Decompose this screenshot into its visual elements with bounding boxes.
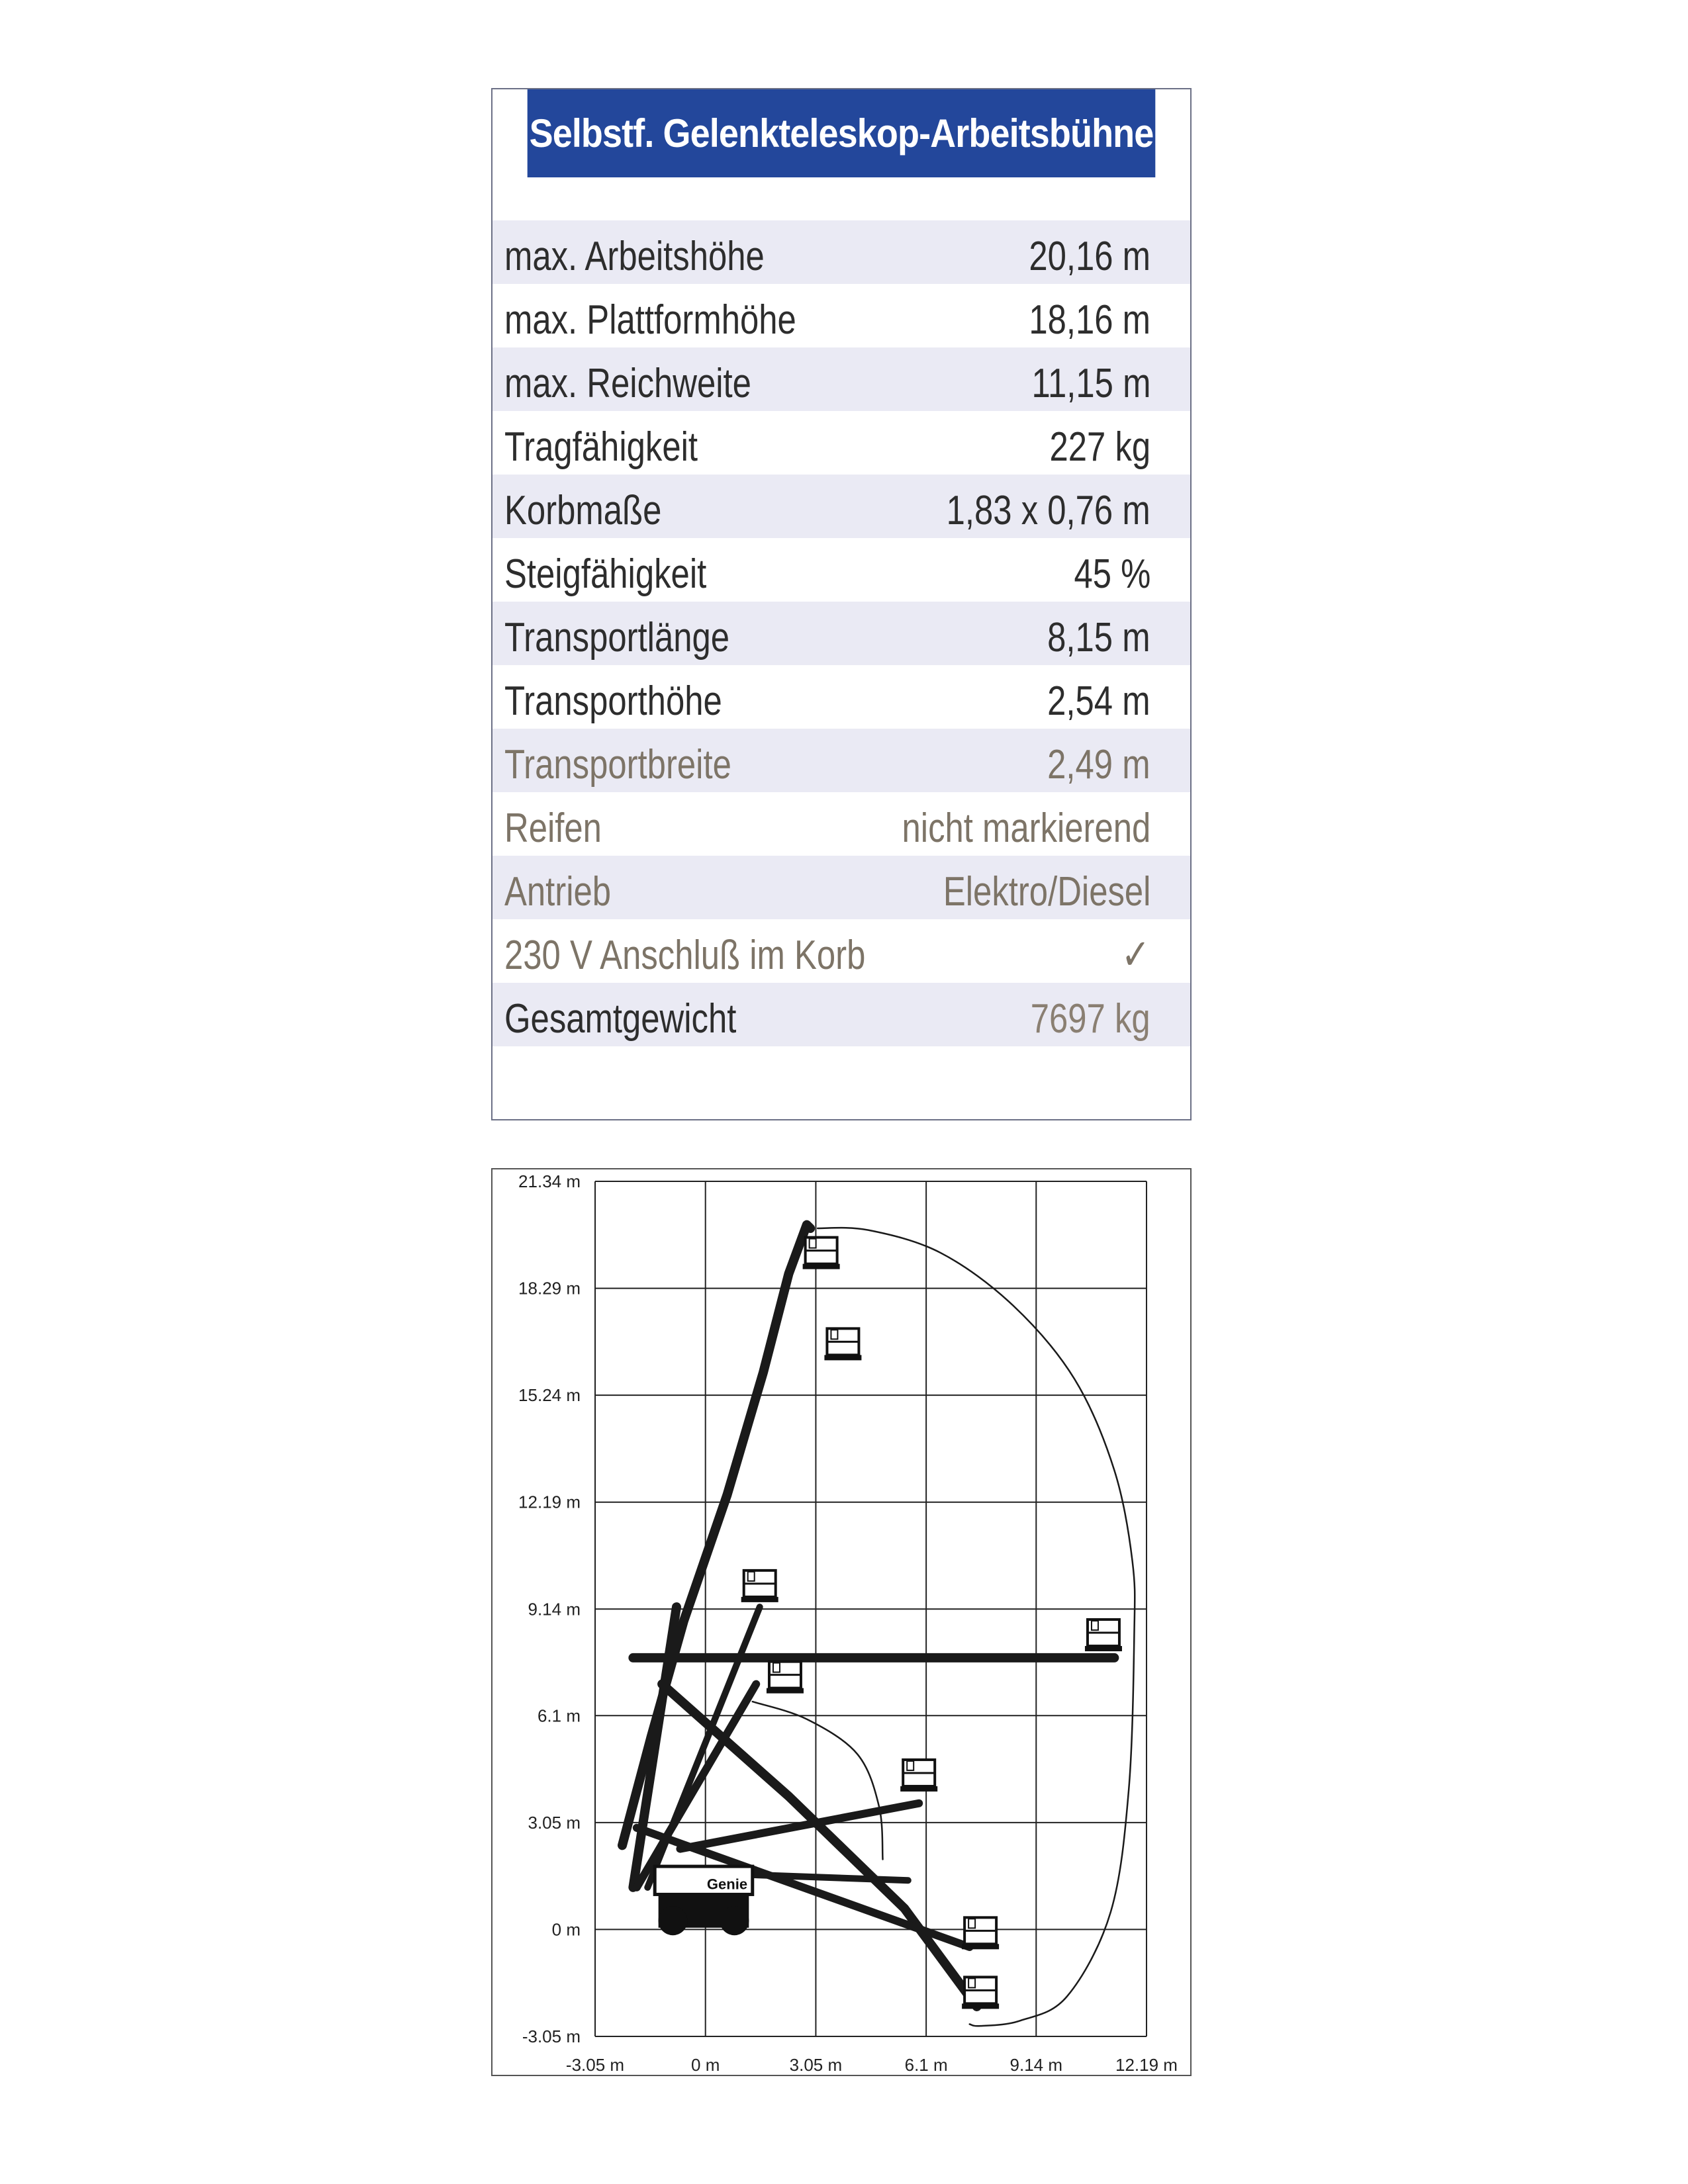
spec-value: 20,16 m [1029, 234, 1150, 279]
x-tick-label: -3.05 m [565, 2055, 625, 2075]
machine-base [655, 1866, 753, 1935]
y-tick-label: 9.14 m [528, 1599, 581, 1619]
spec-label: max. Plattformhöhe [504, 297, 796, 343]
spec-row [492, 538, 1190, 602]
spec-row [492, 284, 1190, 347]
platform-basket [803, 1238, 840, 1269]
spec-value: 227 kg [1049, 424, 1150, 470]
control-box [968, 1978, 975, 1987]
spec-label: Steigfähigkeit [504, 551, 707, 597]
control-box [968, 1919, 975, 1928]
spec-value: 18,16 m [1029, 297, 1150, 343]
spec-row [492, 475, 1190, 538]
wheel [720, 1906, 749, 1935]
chart-border [492, 1169, 1191, 2075]
spec-value: 45 % [1074, 551, 1150, 597]
x-tick-label: 6.1 m [904, 2055, 948, 2075]
y-tick-label: 0 m [551, 1919, 581, 1940]
control-box [810, 1239, 816, 1248]
platform-basket [900, 1760, 937, 1792]
control-box [831, 1330, 837, 1339]
spec-label: Transportbreite [504, 742, 731, 788]
platform-basket [741, 1570, 778, 1602]
spec-label: Gesamtgewicht [504, 996, 737, 1042]
spec-value: nicht markierend [902, 805, 1150, 851]
spec-row [492, 792, 1190, 856]
platform-basket [962, 1977, 999, 2009]
check-icon: ✓ [1121, 931, 1150, 979]
spec-label: Transporthöhe [504, 678, 722, 724]
basket-floor [824, 1355, 861, 1360]
machine-logo: Genie [706, 1876, 748, 1893]
spec-label: 230 V Anschluß im Korb [504, 933, 866, 978]
spec-table [492, 220, 1190, 1046]
spec-row [492, 411, 1190, 475]
spec-row [492, 347, 1190, 411]
basket-floor [962, 2003, 999, 2009]
basket-floor [803, 1264, 840, 1269]
spec-value: 7697 kg [1031, 996, 1150, 1042]
range-chart [491, 1168, 1193, 2081]
spec-label: Tragfähigkeit [504, 424, 698, 470]
spec-row [492, 919, 1190, 983]
spec-value: Elektro/Diesel [943, 869, 1150, 915]
y-tick-label: 3.05 m [528, 1812, 581, 1833]
y-tick-label: 18.29 m [518, 1278, 581, 1298]
spec-row [492, 665, 1190, 729]
spec-label: max. Arbeitshöhe [504, 234, 765, 279]
control-box [773, 1663, 780, 1672]
control-box [748, 1572, 755, 1581]
spec-label: max. Reichweite [504, 361, 751, 406]
basket-floor [962, 1944, 999, 1949]
basket-floor [900, 1786, 937, 1792]
control-box [907, 1761, 914, 1770]
spec-card-title: Selbstf. Gelenkteleskop-Arbeitsbühne [528, 89, 1156, 177]
spec-value: 2,49 m [1047, 742, 1150, 788]
y-tick-label: 21.34 m [518, 1171, 581, 1191]
range-chart-svg [491, 1168, 1193, 2081]
platform-basket [767, 1662, 804, 1694]
x-tick-label: 9.14 m [1009, 2055, 1063, 2075]
wheel [659, 1906, 688, 1935]
spec-row [492, 220, 1190, 284]
y-tick-label: -3.05 m [522, 2026, 581, 2046]
basket-floor [741, 1597, 778, 1602]
spec-value: 2,54 m [1047, 678, 1150, 724]
x-tick-label: 0 m [691, 2055, 720, 2075]
spec-row [492, 729, 1190, 792]
spec-card [491, 88, 1192, 1120]
spec-label: Korbmaße [504, 488, 662, 533]
y-tick-label: 6.1 m [537, 1706, 581, 1726]
spec-value: 11,15 m [1031, 361, 1150, 406]
platform-basket [1085, 1619, 1122, 1651]
spec-value: 8,15 m [1047, 615, 1150, 660]
spec-label: Transportlänge [504, 615, 730, 660]
spec-row [492, 602, 1190, 665]
spec-row [492, 856, 1190, 919]
basket-floor [1085, 1646, 1122, 1651]
basket-floor [767, 1688, 804, 1694]
control-box [1092, 1621, 1098, 1630]
x-tick-label: 3.05 m [789, 2055, 843, 2075]
spec-label: Antrieb [504, 869, 612, 915]
spec-label: Reifen [504, 805, 602, 851]
y-tick-label: 12.19 m [518, 1492, 581, 1512]
spec-row [492, 983, 1190, 1046]
x-tick-label: 12.19 m [1115, 2055, 1178, 2075]
platform-basket [962, 1917, 999, 1949]
spec-value: 1,83 x 0,76 m [946, 488, 1150, 533]
y-tick-label: 15.24 m [518, 1385, 581, 1406]
platform-basket [824, 1328, 861, 1360]
